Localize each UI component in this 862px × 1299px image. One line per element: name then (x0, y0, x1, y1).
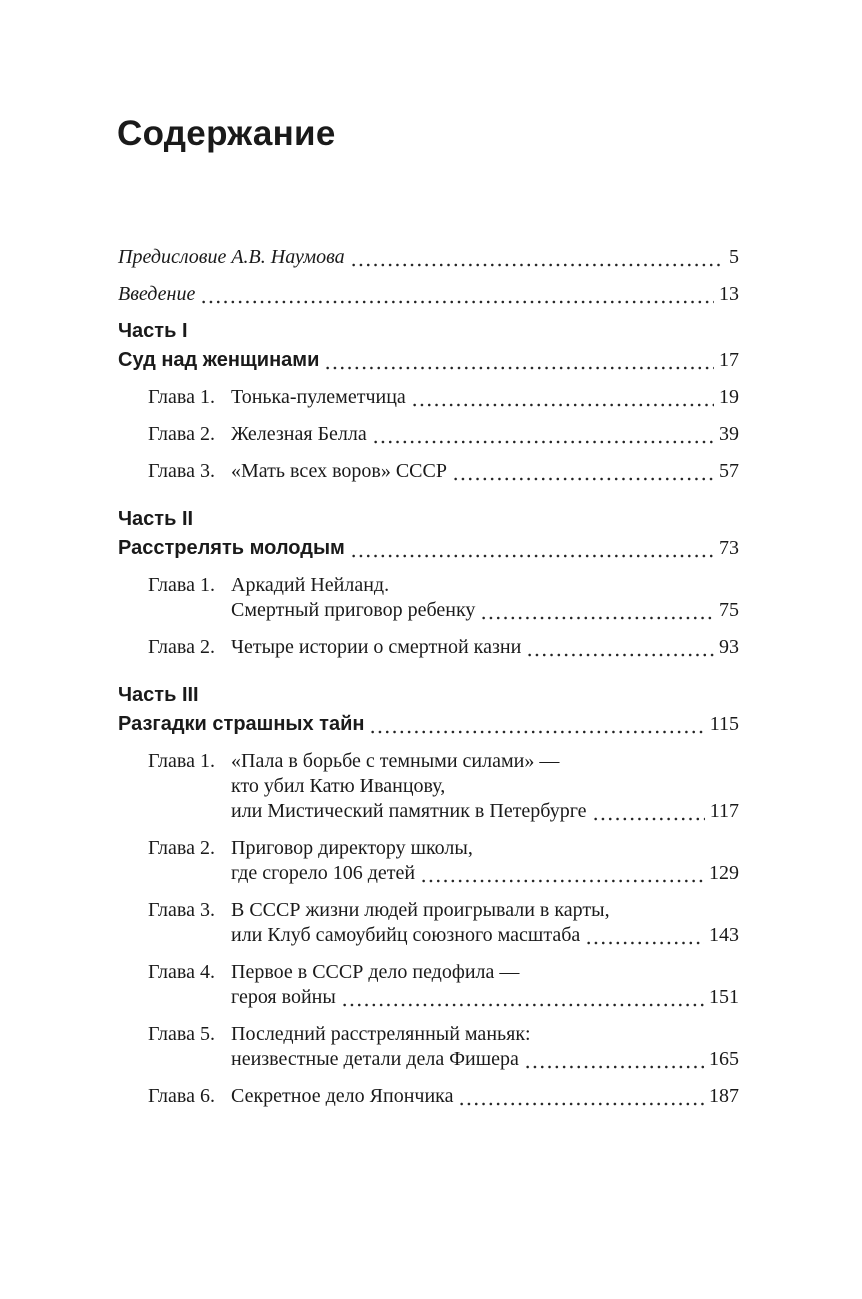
dot-leader (350, 245, 724, 270)
page-number: 151 (709, 986, 739, 1008)
toc-entry-part[interactable] (118, 536, 739, 561)
dot-leader (369, 712, 704, 737)
part-label: Часть II (118, 508, 194, 530)
chapter-title-line: или Клуб самоубийц союзного масштаба (231, 924, 581, 946)
entry-title: Введение (118, 283, 196, 305)
chapter-title-line: героя войны (231, 986, 336, 1008)
toc-part (118, 507, 739, 660)
chapter-title (231, 1084, 739, 1109)
toc-entry-chapter[interactable] (118, 635, 739, 660)
table-of-contents (118, 245, 739, 1121)
entry-title: Предисловие А.В. Наумова (118, 246, 345, 268)
toc-entry-chapter[interactable] (118, 1084, 739, 1109)
chapter-title (231, 422, 739, 447)
page-number: 13 (719, 283, 739, 305)
chapter-title-line: Смертный приговор ребенку (231, 599, 476, 621)
chapter-title-last-line (231, 985, 739, 1010)
chapter-title-line: Железная Белла (231, 423, 367, 445)
chapter-title-line: Последний расстрелянный маньяк: (231, 1023, 531, 1045)
chapter-title-line: Приговор директору школы, (231, 837, 473, 859)
toc-entry-chapter[interactable] (118, 898, 739, 948)
chapter-title-line: В СССР жизни людей проигрывали в карты, (231, 899, 610, 921)
page-number: 17 (719, 349, 739, 371)
chapter-title-line: Секретное дело Япончика (231, 1085, 454, 1107)
toc-part (118, 683, 739, 1109)
chapter-title-line: кто убил Катю Иванцову, (231, 775, 446, 797)
chapter-title-last-line (231, 1047, 739, 1072)
chapter-label: Глава 6. (148, 1085, 215, 1107)
toc-part (118, 319, 739, 484)
chapter-title-line: Четыре истории о смертной казни (231, 636, 522, 658)
page-number: 117 (709, 800, 739, 822)
dot-leader (480, 598, 714, 623)
dot-leader (526, 635, 714, 660)
toc-entry-chapter[interactable] (118, 459, 739, 484)
chapter-title (231, 573, 739, 623)
chapter-label: Глава 3. (148, 460, 215, 482)
part-label: Часть I (118, 320, 188, 342)
chapter-title (231, 749, 739, 824)
toc-entry-chapter[interactable] (118, 749, 739, 824)
chapter-title-line: Первое в СССР дело педофила — (231, 961, 520, 983)
chapter-title-last-line (231, 635, 739, 660)
chapter-title-line: Тонька-пулеметчица (231, 386, 406, 408)
chapter-label: Глава 1. (148, 750, 215, 772)
chapter-label: Глава 3. (148, 899, 215, 921)
chapter-title-last-line (231, 799, 739, 824)
dot-leader (524, 1047, 704, 1072)
dot-leader (324, 348, 714, 373)
page-number: 19 (719, 386, 739, 408)
page-number: 93 (719, 636, 739, 658)
toc-entry-chapter[interactable] (118, 960, 739, 1010)
dot-leader (452, 459, 714, 484)
toc-entry-chapter[interactable] (118, 1022, 739, 1072)
dot-leader (341, 985, 704, 1010)
chapter-label: Глава 1. (148, 386, 215, 408)
dot-leader (458, 1084, 704, 1109)
chapter-title-line: неизвестные детали дела Фишера (231, 1048, 519, 1070)
page-number: 39 (719, 423, 739, 445)
toc-entry-part[interactable] (118, 712, 739, 737)
chapter-title-last-line (231, 422, 739, 447)
page-title: Содержание (117, 114, 336, 153)
chapter-title-line: «Мать всех воров» СССР (231, 460, 447, 482)
part-title: Суд над женщинами (118, 349, 320, 371)
chapter-label: Глава 4. (148, 961, 215, 983)
page-number: 73 (719, 537, 739, 559)
toc-entry-chapter[interactable] (118, 422, 739, 447)
toc-entry-chapter[interactable] (118, 836, 739, 886)
dot-leader (411, 385, 714, 410)
page-number: 115 (709, 713, 739, 735)
page-number: 75 (719, 599, 739, 621)
part-label: Часть III (118, 684, 199, 706)
chapter-label: Глава 2. (148, 837, 215, 859)
chapter-title (231, 898, 739, 948)
chapter-label: Глава 1. (148, 574, 215, 596)
dot-leader (592, 799, 705, 824)
toc-entry-front-matter[interactable] (118, 282, 739, 307)
page-number: 187 (709, 1085, 739, 1107)
part-title: Разгадки страшных тайн (118, 713, 365, 735)
chapter-title (231, 836, 739, 886)
chapter-label: Глава 2. (148, 636, 215, 658)
part-title: Расстрелять молодым (118, 537, 345, 559)
dot-leader (585, 923, 704, 948)
page-number: 57 (719, 460, 739, 482)
chapter-title (231, 385, 739, 410)
chapter-title-line: «Пала в борьбе с темными силами» — (231, 750, 560, 772)
page-number: 5 (729, 246, 739, 268)
chapter-title-last-line (231, 923, 739, 948)
dot-leader (200, 282, 714, 307)
toc-entry-chapter[interactable] (118, 573, 739, 623)
chapter-title-line: где сгорело 106 детей (231, 862, 416, 884)
dot-leader (372, 422, 714, 447)
chapter-title-last-line (231, 1084, 739, 1109)
page-number: 143 (709, 924, 739, 946)
dot-leader (420, 861, 704, 886)
chapter-title (231, 1022, 739, 1072)
page-number: 129 (709, 862, 739, 884)
toc-entry-front-matter[interactable] (118, 245, 739, 270)
chapter-title (231, 459, 739, 484)
chapter-title-line: или Мистический памятник в Петербурге (231, 800, 587, 822)
chapter-title-last-line (231, 459, 739, 484)
chapter-title (231, 635, 739, 660)
chapter-title (231, 960, 739, 1010)
chapter-title-last-line (231, 385, 739, 410)
chapter-title-last-line (231, 861, 739, 886)
toc-entry-chapter[interactable] (118, 385, 739, 410)
dot-leader (350, 536, 714, 561)
chapter-title-last-line (231, 598, 739, 623)
page-number: 165 (709, 1048, 739, 1070)
chapter-label: Глава 5. (148, 1023, 215, 1045)
toc-entry-part[interactable] (118, 348, 739, 373)
chapter-title-line: Аркадий Нейланд. (231, 574, 390, 596)
chapter-label: Глава 2. (148, 423, 215, 445)
